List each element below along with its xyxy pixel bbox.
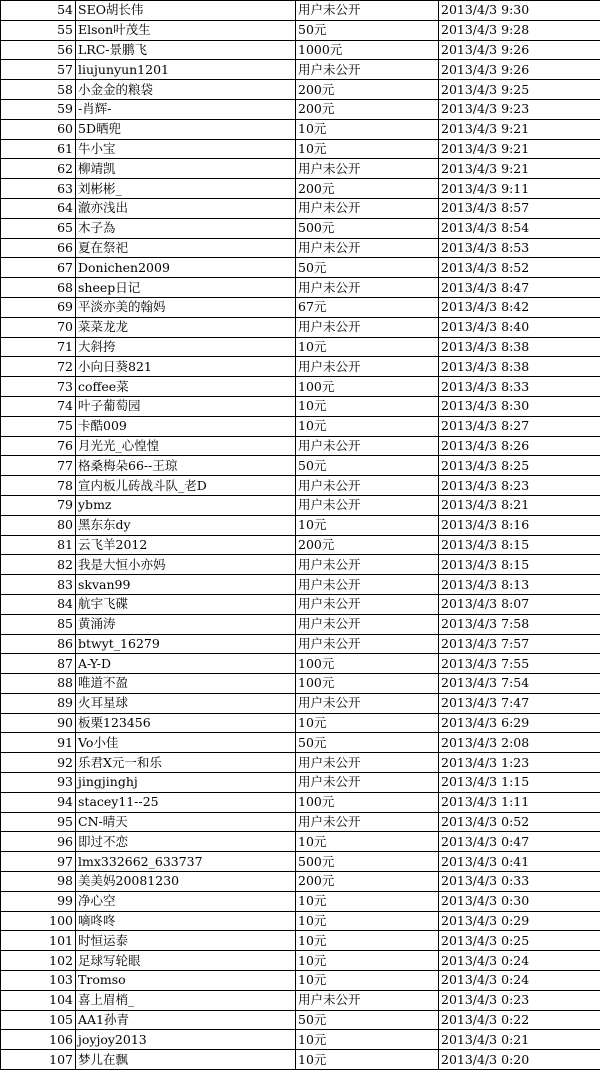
- donation-amount: 用户未公开: [296, 198, 439, 218]
- donor-name: 宣内板儿砖战斗队_老D: [76, 476, 296, 496]
- table-row: [1, 495, 600, 515]
- row-index: 60: [1, 119, 76, 139]
- row-index: 68: [1, 278, 76, 298]
- table-row: [1, 634, 600, 654]
- row-index: 74: [1, 396, 76, 416]
- donor-name: SEO胡长伟: [76, 1, 296, 21]
- donor-name: 梦儿在飘: [76, 1050, 296, 1070]
- row-index: 59: [1, 99, 76, 119]
- row-index: 82: [1, 555, 76, 575]
- donation-amount: 用户未公开: [296, 634, 439, 654]
- donation-amount: 50元: [296, 1010, 439, 1030]
- row-index: 76: [1, 436, 76, 456]
- table-row: [1, 20, 600, 40]
- donor-name: 5D晒兜: [76, 119, 296, 139]
- donation-time: 2013/4/3 9:26: [439, 60, 600, 80]
- donation-amount: 10元: [296, 139, 439, 159]
- donor-name: 大斜挎: [76, 337, 296, 357]
- donation-time: 2013/4/3 8:47: [439, 278, 600, 298]
- table-row: [1, 1010, 600, 1030]
- table-row: [1, 693, 600, 713]
- table-row: [1, 1050, 600, 1070]
- donor-name: 柳靖凯: [76, 159, 296, 179]
- donation-time: 2013/4/3 9:25: [439, 80, 600, 100]
- table-row: [1, 832, 600, 852]
- donor-name: A-Y-D: [76, 654, 296, 674]
- donation-amount: 10元: [296, 396, 439, 416]
- row-index: 63: [1, 179, 76, 199]
- donor-name: Tromso: [76, 971, 296, 991]
- donation-amount: 200元: [296, 179, 439, 199]
- table-row: [1, 278, 600, 298]
- donation-amount: 10元: [296, 515, 439, 535]
- table-row: [1, 179, 600, 199]
- row-index: 87: [1, 654, 76, 674]
- row-index: 94: [1, 792, 76, 812]
- donation-time: 2013/4/3 0:30: [439, 891, 600, 911]
- row-index: 71: [1, 337, 76, 357]
- row-index: 98: [1, 872, 76, 892]
- donation-time: 2013/4/3 9:21: [439, 119, 600, 139]
- donor-name: 澈亦浅出: [76, 198, 296, 218]
- table-row: [1, 773, 600, 793]
- row-index: 69: [1, 297, 76, 317]
- donor-name: 时恒运泰: [76, 931, 296, 951]
- donation-amount: 67元: [296, 297, 439, 317]
- donation-amount: 用户未公开: [296, 812, 439, 832]
- donation-amount: 200元: [296, 872, 439, 892]
- donation-time: 2013/4/3 0:29: [439, 911, 600, 931]
- donation-time: 2013/4/3 8:52: [439, 258, 600, 278]
- donation-amount: 50元: [296, 456, 439, 476]
- row-index: 64: [1, 198, 76, 218]
- donation-time: 2013/4/3 1:15: [439, 773, 600, 793]
- donation-amount: 用户未公开: [296, 238, 439, 258]
- donation-time: 2013/4/3 8:27: [439, 416, 600, 436]
- donation-amount: 10元: [296, 1030, 439, 1050]
- donation-amount: 200元: [296, 80, 439, 100]
- donor-name: 唯道不盈: [76, 674, 296, 694]
- row-index: 104: [1, 990, 76, 1010]
- row-index: 99: [1, 891, 76, 911]
- row-index: 80: [1, 515, 76, 535]
- donation-time: 2013/4/3 8:15: [439, 555, 600, 575]
- donation-time: 2013/4/3 0:47: [439, 832, 600, 852]
- donation-time: 2013/4/3 0:24: [439, 951, 600, 971]
- row-index: 81: [1, 535, 76, 555]
- donor-name: btwyt_16279: [76, 634, 296, 654]
- table-row: [1, 258, 600, 278]
- table-row: [1, 377, 600, 397]
- donation-amount: 10元: [296, 971, 439, 991]
- donation-amount: 用户未公开: [296, 773, 439, 793]
- donation-time: 2013/4/3 9:30: [439, 1, 600, 21]
- table-row: [1, 396, 600, 416]
- donor-name: 净心空: [76, 891, 296, 911]
- table-row: [1, 792, 600, 812]
- donor-name: 刘彬彬_: [76, 179, 296, 199]
- row-index: 62: [1, 159, 76, 179]
- table-row: [1, 674, 600, 694]
- row-index: 95: [1, 812, 76, 832]
- donation-time: 2013/4/3 8:16: [439, 515, 600, 535]
- donation-amount: 200元: [296, 535, 439, 555]
- table-row: [1, 119, 600, 139]
- donor-name: 即过不恋: [76, 832, 296, 852]
- donor-name: 云飞羊2012: [76, 535, 296, 555]
- table-row: [1, 40, 600, 60]
- row-index: 106: [1, 1030, 76, 1050]
- table-row: [1, 931, 600, 951]
- donor-name: jingjinghj: [76, 773, 296, 793]
- row-index: 56: [1, 40, 76, 60]
- donor-name: -肖辉-: [76, 99, 296, 119]
- donation-time: 2013/4/3 8:54: [439, 218, 600, 238]
- donation-amount: 用户未公开: [296, 495, 439, 515]
- row-index: 66: [1, 238, 76, 258]
- table-row: [1, 594, 600, 614]
- row-index: 105: [1, 1010, 76, 1030]
- row-index: 61: [1, 139, 76, 159]
- table-row: [1, 614, 600, 634]
- table-row: [1, 139, 600, 159]
- donation-amount: 10元: [296, 951, 439, 971]
- donation-amount: 100元: [296, 674, 439, 694]
- donation-amount: 用户未公开: [296, 357, 439, 377]
- table-row: [1, 317, 600, 337]
- donation-time: 2013/4/3 0:33: [439, 872, 600, 892]
- donation-amount: 用户未公开: [296, 990, 439, 1010]
- donor-name: 平淡亦美的翰妈: [76, 297, 296, 317]
- table-row: [1, 436, 600, 456]
- table-row: [1, 713, 600, 733]
- row-index: 84: [1, 594, 76, 614]
- donation-amount: 用户未公开: [296, 476, 439, 496]
- table-row: [1, 733, 600, 753]
- table-row: [1, 416, 600, 436]
- donor-name: 美美妈20081230: [76, 872, 296, 892]
- donor-name: 黑东东dy: [76, 515, 296, 535]
- table-row: [1, 1030, 600, 1050]
- donation-time: 2013/4/3 8:38: [439, 357, 600, 377]
- donor-name: liujunyun1201: [76, 60, 296, 80]
- donation-amount: 10元: [296, 416, 439, 436]
- row-index: 83: [1, 575, 76, 595]
- donor-name: 格桑梅朵66--王琼: [76, 456, 296, 476]
- table-row: [1, 218, 600, 238]
- table-row: [1, 1, 600, 21]
- row-index: 101: [1, 931, 76, 951]
- table-row: [1, 198, 600, 218]
- donor-name: 月光光_心惶惶: [76, 436, 296, 456]
- row-index: 90: [1, 713, 76, 733]
- row-index: 107: [1, 1050, 76, 1070]
- row-index: 92: [1, 753, 76, 773]
- donation-time: 2013/4/3 8:42: [439, 297, 600, 317]
- donation-amount: 10元: [296, 911, 439, 931]
- row-index: 70: [1, 317, 76, 337]
- donation-time: 2013/4/3 9:11: [439, 179, 600, 199]
- donation-amount: 200元: [296, 99, 439, 119]
- donation-time: 2013/4/3 0:22: [439, 1010, 600, 1030]
- donor-name: skvan99: [76, 575, 296, 595]
- donation-amount: 500元: [296, 852, 439, 872]
- donor-name: 小金金的粮袋: [76, 80, 296, 100]
- donation-time: 2013/4/3 8:25: [439, 456, 600, 476]
- donation-time: 2013/4/3 0:52: [439, 812, 600, 832]
- donation-time: 2013/4/3 0:23: [439, 990, 600, 1010]
- table-row: [1, 80, 600, 100]
- donor-name: 火耳星球: [76, 693, 296, 713]
- donation-amount: 用户未公开: [296, 753, 439, 773]
- donor-name: Elson叶茂生: [76, 20, 296, 40]
- donation-time: 2013/4/3 8:21: [439, 495, 600, 515]
- donation-time: 2013/4/3 9:21: [439, 159, 600, 179]
- donor-name: 我是大恒小亦妈: [76, 555, 296, 575]
- table-row: [1, 297, 600, 317]
- donor-name: 嘀咚咚: [76, 911, 296, 931]
- table-row: [1, 238, 600, 258]
- donation-amount: 用户未公开: [296, 60, 439, 80]
- row-index: 57: [1, 60, 76, 80]
- row-index: 75: [1, 416, 76, 436]
- donor-name: 乐君X元一和乐: [76, 753, 296, 773]
- donation-amount: 用户未公开: [296, 575, 439, 595]
- donation-time: 2013/4/3 9:21: [439, 139, 600, 159]
- donor-name: 菜菜龙龙: [76, 317, 296, 337]
- donor-name: 黄涌涛: [76, 614, 296, 634]
- table-row: [1, 575, 600, 595]
- row-index: 65: [1, 218, 76, 238]
- donation-time: 2013/4/3 8:53: [439, 238, 600, 258]
- donation-time: 2013/4/3 0:21: [439, 1030, 600, 1050]
- table-row: [1, 159, 600, 179]
- donor-name: 喜上眉梢_: [76, 990, 296, 1010]
- donation-time: 2013/4/3 8:26: [439, 436, 600, 456]
- donor-name: CN-晴天: [76, 812, 296, 832]
- table-row: [1, 357, 600, 377]
- donation-time: 2013/4/3 6:29: [439, 713, 600, 733]
- row-index: 89: [1, 693, 76, 713]
- donation-time: 2013/4/3 2:08: [439, 733, 600, 753]
- row-index: 97: [1, 852, 76, 872]
- donation-time: 2013/4/3 9:23: [439, 99, 600, 119]
- row-index: 88: [1, 674, 76, 694]
- donation-amount: 10元: [296, 713, 439, 733]
- table-row: [1, 911, 600, 931]
- donation-amount: 用户未公开: [296, 1, 439, 21]
- row-index: 78: [1, 476, 76, 496]
- donation-amount: 用户未公开: [296, 555, 439, 575]
- donation-time: 2013/4/3 7:47: [439, 693, 600, 713]
- row-index: 96: [1, 832, 76, 852]
- donation-time: 2013/4/3 0:41: [439, 852, 600, 872]
- donation-time: 2013/4/3 8:23: [439, 476, 600, 496]
- donation-amount: 100元: [296, 792, 439, 812]
- donation-time: 2013/4/3 8:15: [439, 535, 600, 555]
- donor-name: 卡酷009: [76, 416, 296, 436]
- donation-amount: 10元: [296, 832, 439, 852]
- table-row: [1, 535, 600, 555]
- donor-name: AA1孙青: [76, 1010, 296, 1030]
- donation-time: 2013/4/3 9:28: [439, 20, 600, 40]
- table-row: [1, 891, 600, 911]
- row-index: 54: [1, 1, 76, 21]
- donation-time: 2013/4/3 8:13: [439, 575, 600, 595]
- donation-amount: 用户未公开: [296, 317, 439, 337]
- donation-time: 2013/4/3 7:54: [439, 674, 600, 694]
- row-index: 102: [1, 951, 76, 971]
- donation-amount: 用户未公开: [296, 436, 439, 456]
- table-row: [1, 60, 600, 80]
- donation-amount: 50元: [296, 733, 439, 753]
- table-row: [1, 753, 600, 773]
- row-index: 93: [1, 773, 76, 793]
- donation-time: 2013/4/3 8:07: [439, 594, 600, 614]
- donation-time: 2013/4/3 9:26: [439, 40, 600, 60]
- table-row: [1, 872, 600, 892]
- row-index: 67: [1, 258, 76, 278]
- row-index: 103: [1, 971, 76, 991]
- donor-name: 小向日葵821: [76, 357, 296, 377]
- donation-time: 2013/4/3 1:11: [439, 792, 600, 812]
- donation-time: 2013/4/3 7:55: [439, 654, 600, 674]
- donation-amount: 50元: [296, 258, 439, 278]
- donor-name: lmx332662_633737: [76, 852, 296, 872]
- table-row: [1, 990, 600, 1010]
- donor-name: 夏在祭祀: [76, 238, 296, 258]
- donation-amount: 10元: [296, 931, 439, 951]
- row-index: 91: [1, 733, 76, 753]
- donor-name: 木子為: [76, 218, 296, 238]
- table-row: [1, 476, 600, 496]
- row-index: 86: [1, 634, 76, 654]
- donation-time: 2013/4/3 0:20: [439, 1050, 600, 1070]
- table-row: [1, 951, 600, 971]
- donation-amount: 10元: [296, 1050, 439, 1070]
- donor-name: 板栗123456: [76, 713, 296, 733]
- donor-name: 牛小宝: [76, 139, 296, 159]
- donation-amount: 10元: [296, 891, 439, 911]
- donor-name: 叶子葡萄园: [76, 396, 296, 416]
- donation-amount: 50元: [296, 20, 439, 40]
- donation-time: 2013/4/3 0:24: [439, 971, 600, 991]
- donation-time: 2013/4/3 8:40: [439, 317, 600, 337]
- donor-name: 足球写轮眼: [76, 951, 296, 971]
- donation-time: 2013/4/3 7:58: [439, 614, 600, 634]
- donation-time: 2013/4/3 1:23: [439, 753, 600, 773]
- table-row: [1, 654, 600, 674]
- donor-name: sheep日记: [76, 278, 296, 298]
- row-index: 85: [1, 614, 76, 634]
- row-index: 100: [1, 911, 76, 931]
- row-index: 58: [1, 80, 76, 100]
- donor-name: 航宇飞碟: [76, 594, 296, 614]
- donor-name: coffee菜: [76, 377, 296, 397]
- donation-amount: 用户未公开: [296, 693, 439, 713]
- donation-time: 2013/4/3 8:57: [439, 198, 600, 218]
- donation-time: 2013/4/3 8:33: [439, 377, 600, 397]
- donation-amount: 用户未公开: [296, 278, 439, 298]
- donation-amount: 10元: [296, 119, 439, 139]
- table-row: [1, 456, 600, 476]
- row-index: 72: [1, 357, 76, 377]
- donation-time: 2013/4/3 7:57: [439, 634, 600, 654]
- donor-name: stacey11--25: [76, 792, 296, 812]
- row-index: 73: [1, 377, 76, 397]
- table-row: [1, 812, 600, 832]
- row-index: 77: [1, 456, 76, 476]
- donation-time: 2013/4/3 0:25: [439, 931, 600, 951]
- table-row: [1, 515, 600, 535]
- table-body: [1, 1, 600, 1070]
- row-index: 55: [1, 20, 76, 40]
- donation-time: 2013/4/3 8:38: [439, 337, 600, 357]
- donor-name: LRC-景鹏飞: [76, 40, 296, 60]
- donor-name: Vo小佳: [76, 733, 296, 753]
- row-index: 79: [1, 495, 76, 515]
- donation-amount: 500元: [296, 218, 439, 238]
- donation-amount: 1000元: [296, 40, 439, 60]
- table-row: [1, 555, 600, 575]
- donor-name: ybmz: [76, 495, 296, 515]
- donation-amount: 100元: [296, 654, 439, 674]
- donor-name: Donichen2009: [76, 258, 296, 278]
- table-row: [1, 337, 600, 357]
- donation-amount: 用户未公开: [296, 159, 439, 179]
- table-row: [1, 99, 600, 119]
- table-row: [1, 971, 600, 991]
- donation-amount: 用户未公开: [296, 594, 439, 614]
- donation-amount: 100元: [296, 377, 439, 397]
- donation-amount: 10元: [296, 337, 439, 357]
- donation-amount: 用户未公开: [296, 614, 439, 634]
- table-row: [1, 852, 600, 872]
- donor-name: joyjoy2013: [76, 1030, 296, 1050]
- donation-time: 2013/4/3 8:30: [439, 396, 600, 416]
